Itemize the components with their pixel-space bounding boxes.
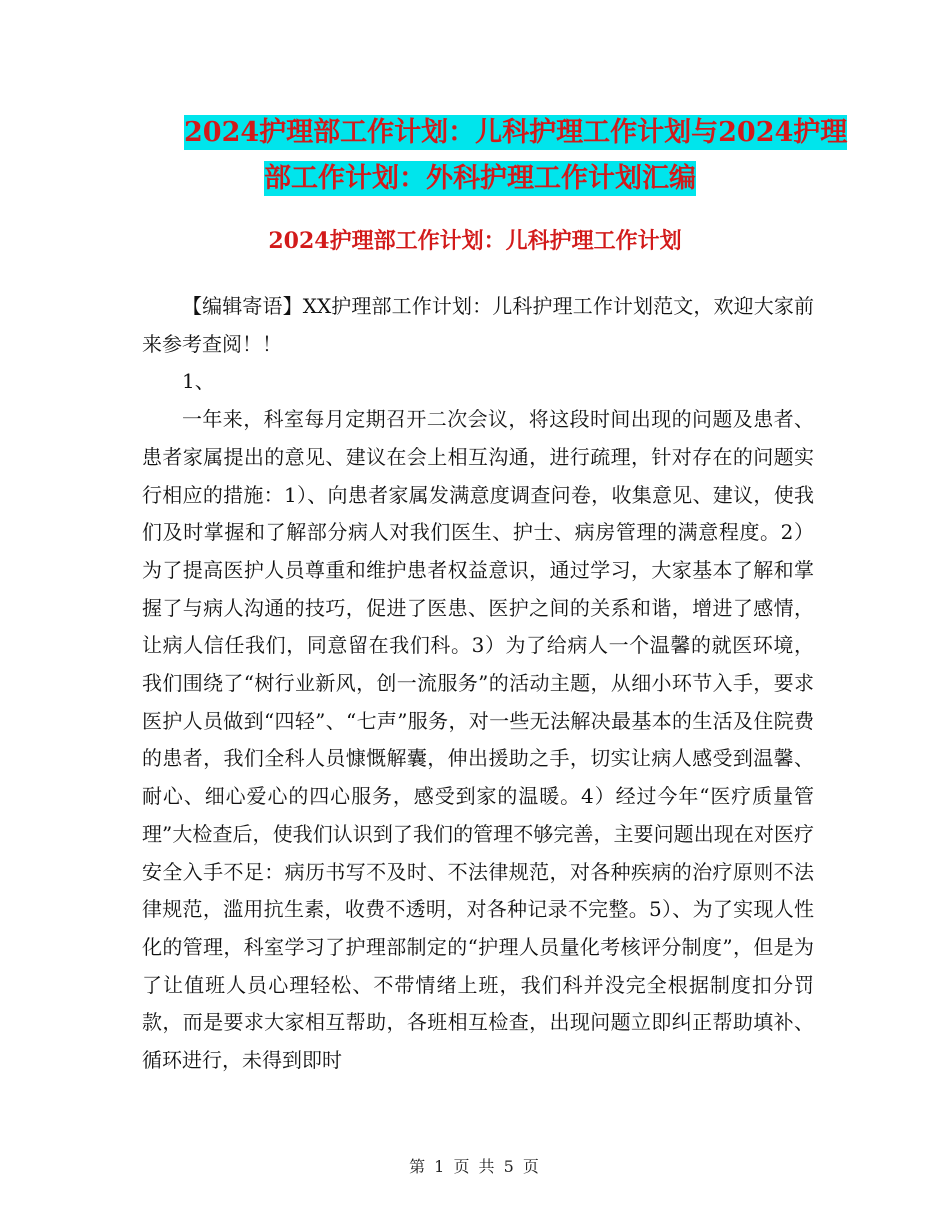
- document-title: [140, 110, 848, 202]
- body-paragraph: 一年来，科室每月定期召开二次会议，将这段时间出现的问题及患者、患者家属提出的意见、建议在会上相互沟通，进行疏理，针对存在的问题实行相应的措施：1）、向患者家属发满意度调查问卷，收集意见、建议，使我们及时掌握和了解部分病人对我们医生、护士、病房管理的满意程度。2）为了提高医护人员尊重和维护患者权益意识，通过学习，大家基本了解和掌握了与病人沟通的技巧，促进了医患、医护之间的关系和谐，增进了感情，让病人信任我们，同意留在我们科。3）为了给病人一个温馨的就医环境，我们围绕了“树行业新风，创一流服务”的活动主题，从细小环节入手，要求医护人员做到“四轻”、“七声”服务，对一些无法解决最基本的生活及住院费的患者，我们全科人员慷慨解囊，伸出援助之手，切实让病人感受到温馨、耐心、细心爱心的四心服务，感受到家的温暖。4）经过今年“医疗质量管理”大检查后，使我们认识到了我们的管理不够完善，主要问题出现在对医疗安全入手不足：病历书写不及时、不法律规范，对各种疾病的治疗原则不法律规范，滥用抗生素，收费不透明，对各种记录不完整。5）、为了实现人性化的管理，科室学习了护理部制定的“护理人员量化考核评分制度”，但是为了让值班人员心理轻松、不带情绪上班，我们科并没完全根据制度扣分罚款，而是要求大家相互帮助，各班相互检查，出现问题立即纠正帮助填补、循环进行，未得到即时: [142, 407, 814, 1073]
- title-line-1: 2024护理部工作计划：儿科护理工作计划与2024护理: [184, 117, 848, 148]
- item-number: 1、: [182, 369, 215, 394]
- body-text: [142, 288, 814, 1080]
- section-title: 2024护理部工作计划：儿科护理工作计划: [268, 228, 682, 254]
- page-footer: 第 1 页 共 5 页: [409, 1157, 541, 1176]
- title-line-2: 部工作计划：外科护理工作计划汇编: [264, 163, 696, 194]
- editor-note-paragraph: 【编辑寄语】XX护理部工作计划：儿科护理工作计划范文，欢迎大家前来参考查阅！！: [142, 294, 814, 356]
